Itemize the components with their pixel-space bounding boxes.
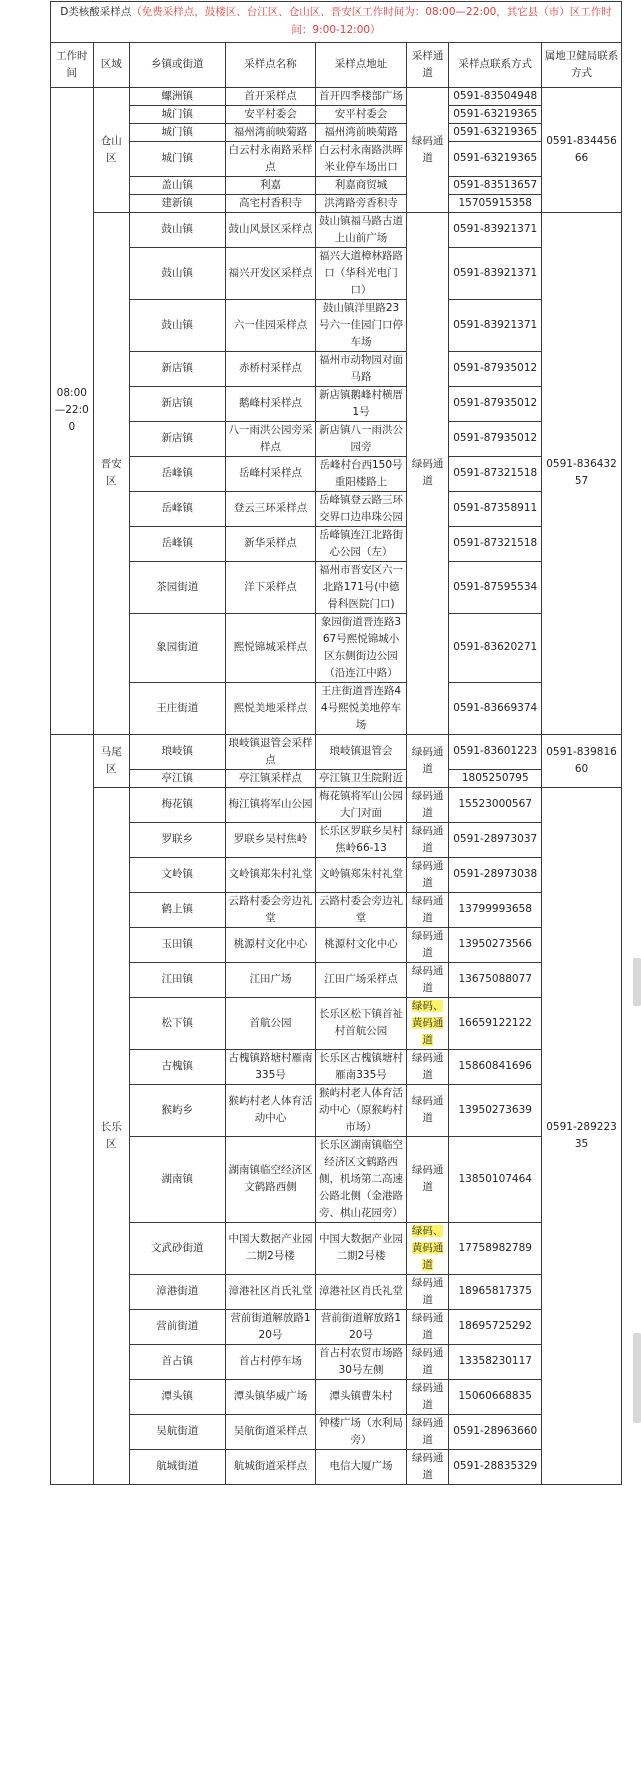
table-row xyxy=(51,1222,622,1274)
channel-cell xyxy=(406,1084,449,1136)
table-row xyxy=(51,822,622,857)
channel-label: 绿码通道 xyxy=(411,859,444,889)
town-cell: 玉田镇 xyxy=(129,927,225,962)
channel-label: 绿码通道 xyxy=(411,1381,444,1411)
site-contact-cell: 0591-83669374 xyxy=(449,682,542,734)
town-cell: 新店镇 xyxy=(129,421,225,456)
site-contact-cell: 0591-87321518 xyxy=(449,456,542,491)
channel-label: 绿码、黄码通道 xyxy=(411,999,444,1046)
town-cell: 亭江镇 xyxy=(129,769,225,787)
site-contact-cell: 13799993658 xyxy=(449,892,542,927)
site-contact-cell: 18965817375 xyxy=(449,1274,542,1309)
channel-cell: 绿码通道 xyxy=(406,87,449,212)
site-address-cell: 文岭镇郑朱村礼堂 xyxy=(316,857,407,892)
district-cell: 长乐区 xyxy=(93,787,129,1484)
town-cell: 文岭镇 xyxy=(129,857,225,892)
site-address-cell: 福兴大道樟林路路口（华科光电门口） xyxy=(316,247,407,299)
table-row xyxy=(51,561,622,613)
channel-cell xyxy=(406,1414,449,1449)
site-address-cell: 琅岐镇退管会 xyxy=(316,734,407,769)
site-address-cell: 新店镇鹅峰村横厝1号 xyxy=(316,386,407,421)
table-header-row xyxy=(51,42,622,87)
town-cell: 鹤上镇 xyxy=(129,892,225,927)
site-contact-cell: 0591-83921371 xyxy=(449,299,542,351)
site-address-cell: 福州市动物园对面马路 xyxy=(316,351,407,386)
table-row xyxy=(51,962,622,997)
channel-label: 绿码通道 xyxy=(411,1311,444,1341)
site-name-cell: 江田广场 xyxy=(225,962,316,997)
site-address-cell: 白云村永南路洪晖米业停车场出口 xyxy=(316,141,407,176)
site-name-cell: 熙悦锦城采样点 xyxy=(225,613,316,682)
channel-label: 绿码通道 xyxy=(411,1164,444,1194)
table-row xyxy=(51,123,622,141)
channel-cell xyxy=(406,892,449,927)
town-cell: 城门镇 xyxy=(129,105,225,123)
table-row xyxy=(51,1309,622,1344)
site-contact-cell: 13950273639 xyxy=(449,1084,542,1136)
site-contact-cell: 0591-83504948 xyxy=(449,87,542,105)
channel-cell xyxy=(406,1449,449,1484)
town-cell: 盖山镇 xyxy=(129,176,225,194)
site-address-cell: 福州市晋安区六一北路171号(中德骨科医院门口) xyxy=(316,561,407,613)
sampling-sites-table xyxy=(50,1,622,1485)
site-name-cell: 漳港社区肖氏礼堂 xyxy=(225,1274,316,1309)
site-contact-cell: 0591-87935012 xyxy=(449,386,542,421)
channel-label: 绿码通道 xyxy=(411,894,444,924)
district-cell: 晋安区 xyxy=(93,212,129,734)
town-cell: 鼓山镇 xyxy=(129,247,225,299)
channel-label: 绿码通道 xyxy=(411,1346,444,1376)
site-contact-cell: 15705915358 xyxy=(449,194,542,212)
scrollbar-thumb[interactable] xyxy=(633,1333,641,1423)
site-contact-cell: 0591-63219365 xyxy=(449,141,542,176)
site-name-cell: 云路村委会旁边礼堂 xyxy=(225,892,316,927)
site-address-cell: 电信大厦广场 xyxy=(316,1449,407,1484)
site-name-cell: 古槐镇路塘村雁南335号 xyxy=(225,1049,316,1084)
site-address-cell: 梅花镇将军山公园大门对面 xyxy=(316,787,407,822)
site-address-cell: 营前街道解放路120号 xyxy=(316,1309,407,1344)
site-name-cell: 首航公园 xyxy=(225,997,316,1049)
site-contact-cell: 18695725292 xyxy=(449,1309,542,1344)
town-cell: 螺洲镇 xyxy=(129,87,225,105)
site-contact-cell: 0591-87321518 xyxy=(449,526,542,561)
site-address-cell: 新店镇八一雨洪公园旁 xyxy=(316,421,407,456)
site-name-cell: 岳峰村采样点 xyxy=(225,456,316,491)
channel-label: 绿码、黄码通道 xyxy=(411,1224,444,1271)
channel-label: 绿码通道 xyxy=(411,1451,444,1481)
site-address-cell: 云路村委会旁边礼堂 xyxy=(316,892,407,927)
site-address-cell: 中国大数据产业园二期2号楼 xyxy=(316,1222,407,1274)
channel-cell xyxy=(406,1274,449,1309)
channel-label: 绿码通道 xyxy=(411,789,444,819)
town-cell: 鼓山镇 xyxy=(129,299,225,351)
table-row xyxy=(51,787,622,822)
header-site-address: 采样点地址 xyxy=(316,42,407,87)
table-row xyxy=(51,1344,622,1379)
site-name-cell: 首开采样点 xyxy=(225,87,316,105)
site-name-cell: 安平村委会 xyxy=(225,105,316,123)
site-contact-cell: 0591-83921371 xyxy=(449,247,542,299)
site-address-cell: 岳峰村台西150号重阳楼路上 xyxy=(316,456,407,491)
table-row xyxy=(51,194,622,212)
site-address-cell: 洪湾路旁香积寺 xyxy=(316,194,407,212)
town-cell: 鼓山镇 xyxy=(129,212,225,247)
bureau-phone-cell: 0591-83643257 xyxy=(542,212,622,734)
channel-cell xyxy=(406,1309,449,1344)
site-name-cell: 首占村停车场 xyxy=(225,1344,316,1379)
header-town: 乡镇或街道 xyxy=(129,42,225,87)
site-name-cell: 八一雨洪公园旁采样点 xyxy=(225,421,316,456)
district-cell: 仓山区 xyxy=(93,87,129,212)
site-contact-cell: 0591-63219365 xyxy=(449,105,542,123)
table-row xyxy=(51,299,622,351)
site-address-cell: 长乐区古槐镇塘村雁南335号 xyxy=(316,1049,407,1084)
site-contact-cell: 1805250795 xyxy=(449,769,542,787)
site-name-cell: 登云三环采样点 xyxy=(225,491,316,526)
site-contact-cell: 0591-87358911 xyxy=(449,491,542,526)
site-name-cell: 亭江镇采样点 xyxy=(225,769,316,787)
channel-cell xyxy=(406,1344,449,1379)
town-cell: 航城街道 xyxy=(129,1449,225,1484)
town-cell: 营前街道 xyxy=(129,1309,225,1344)
channel-label: 绿码通道 xyxy=(411,1095,444,1125)
table-row xyxy=(51,105,622,123)
site-name-cell: 鼓山风景区采样点 xyxy=(225,212,316,247)
site-name-cell: 罗联乡吴村焦岭 xyxy=(225,822,316,857)
town-cell: 吴航街道 xyxy=(129,1414,225,1449)
site-address-cell: 钟楼广场（水利局旁） xyxy=(316,1414,407,1449)
table-title-prefix: D类核酸采样点 xyxy=(60,6,132,18)
site-address-cell: 潭头镇曹朱村 xyxy=(316,1379,407,1414)
district-cell: 马尾区 xyxy=(93,734,129,787)
channel-cell xyxy=(406,1222,449,1274)
site-name-cell: 文岭镇郑朱村礼堂 xyxy=(225,857,316,892)
site-name-cell: 六一佳园采样点 xyxy=(225,299,316,351)
site-name-cell: 福兴开发区采样点 xyxy=(225,247,316,299)
site-address-cell: 桃源村文化中心 xyxy=(316,927,407,962)
table-title-note: （免费采样点，鼓楼区、台江区、仓山区、晋安区工作时间为：08:00—22:00，其它县（市）区工作时间：9:00-12:00） xyxy=(131,6,612,36)
site-name-cell: 琅岐镇退管会采样点 xyxy=(225,734,316,769)
site-address-cell: 长乐区松下镇首祉村首航公园 xyxy=(316,997,407,1049)
table-row xyxy=(51,1414,622,1449)
site-address-cell: 鼓山镇洋里路23号六一佳园门口停车场 xyxy=(316,299,407,351)
town-cell: 湖南镇 xyxy=(129,1136,225,1222)
town-cell: 王庄街道 xyxy=(129,682,225,734)
town-cell: 松下镇 xyxy=(129,997,225,1049)
table-row xyxy=(51,247,622,299)
site-contact-cell: 17758982789 xyxy=(449,1222,542,1274)
table-row xyxy=(51,212,622,247)
site-name-cell: 熙悦美地采样点 xyxy=(225,682,316,734)
table-row xyxy=(51,421,622,456)
site-contact-cell: 15860841696 xyxy=(449,1049,542,1084)
channel-label: 绿码通道 xyxy=(411,1051,444,1081)
table-row xyxy=(51,1049,622,1084)
site-contact-cell: 0591-83601223 xyxy=(449,734,542,769)
header-site-contact: 采样点联系方式 xyxy=(449,42,542,87)
channel-cell xyxy=(406,1049,449,1084)
site-contact-cell: 0591-83921371 xyxy=(449,212,542,247)
work-time-cell: 08:00—22:00 xyxy=(51,87,94,734)
town-cell: 城门镇 xyxy=(129,141,225,176)
channel-cell xyxy=(406,1379,449,1414)
table-row xyxy=(51,682,622,734)
site-address-cell: 鼓山镇福马路古道上山前广场 xyxy=(316,212,407,247)
site-name-cell: 桃源村文化中心 xyxy=(225,927,316,962)
site-name-cell: 梅江镇将军山公园 xyxy=(225,787,316,822)
site-address-cell: 安平村委会 xyxy=(316,105,407,123)
table-row xyxy=(51,1449,622,1484)
header-work-time: 工作时间 xyxy=(51,42,94,87)
channel-label: 绿码通道 xyxy=(411,1416,444,1446)
table-row xyxy=(51,997,622,1049)
bureau-phone-cell: 0591-28922335 xyxy=(542,787,622,1484)
site-contact-cell: 15523000567 xyxy=(449,787,542,822)
site-contact-cell: 0591-28973037 xyxy=(449,822,542,857)
town-cell: 漳港街道 xyxy=(129,1274,225,1309)
site-address-cell: 王庄街道晋连路44号熙悦美地停车场 xyxy=(316,682,407,734)
site-contact-cell: 13358230117 xyxy=(449,1344,542,1379)
site-contact-cell: 0591-87935012 xyxy=(449,351,542,386)
table-row xyxy=(51,1379,622,1414)
table-title-row xyxy=(51,2,622,43)
channel-label: 绿码通道 xyxy=(411,929,444,959)
town-cell: 罗联乡 xyxy=(129,822,225,857)
site-name-cell: 福州湾前映菊路 xyxy=(225,123,316,141)
site-contact-cell: 0591-87595534 xyxy=(449,561,542,613)
channel-label: 绿码通道 xyxy=(411,964,444,994)
site-contact-cell: 0591-87935012 xyxy=(449,421,542,456)
town-cell: 琅岐镇 xyxy=(129,734,225,769)
site-name-cell: 洋下采样点 xyxy=(225,561,316,613)
table-row xyxy=(51,141,622,176)
work-time-cell-empty xyxy=(51,734,94,1484)
town-cell: 茶园街道 xyxy=(129,561,225,613)
site-contact-cell: 13950273566 xyxy=(449,927,542,962)
site-address-cell: 福州湾前映菊路 xyxy=(316,123,407,141)
site-name-cell: 鹅峰村采样点 xyxy=(225,386,316,421)
scrollbar-thumb[interactable] xyxy=(633,958,641,1006)
table-row xyxy=(51,892,622,927)
channel-cell xyxy=(406,962,449,997)
channel-cell xyxy=(406,822,449,857)
table-title xyxy=(51,2,622,43)
town-cell: 城门镇 xyxy=(129,123,225,141)
table-row xyxy=(51,386,622,421)
site-address-cell: 利嘉商贸城 xyxy=(316,176,407,194)
table-row xyxy=(51,526,622,561)
table-row xyxy=(51,87,622,105)
site-name-cell: 中国大数据产业园二期2号楼 xyxy=(225,1222,316,1274)
site-address-cell: 长乐区湖南镇临空经济区文鹤路西侧，机场第二高速公路北侧（金港路旁、棋山花园旁） xyxy=(316,1136,407,1222)
site-contact-cell: 13675088077 xyxy=(449,962,542,997)
site-name-cell: 白云村永南路采样点 xyxy=(225,141,316,176)
bureau-phone-cell: 0591-83981660 xyxy=(542,734,622,787)
table-row xyxy=(51,1274,622,1309)
channel-cell: 绿码通道 xyxy=(406,734,449,787)
channel-cell xyxy=(406,997,449,1049)
town-cell: 建新镇 xyxy=(129,194,225,212)
site-name-cell: 猴屿村老人体育活动中心 xyxy=(225,1084,316,1136)
site-name-cell: 新华采样点 xyxy=(225,526,316,561)
header-health-bureau-contact: 属地卫健局联系方式 xyxy=(542,42,622,87)
table-row xyxy=(51,351,622,386)
table-row xyxy=(51,857,622,892)
site-name-cell: 高宅村香积寺 xyxy=(225,194,316,212)
site-address-cell: 象园街道晋连路367号熙悦锦城小区东侧街边公园（沿连江中路） xyxy=(316,613,407,682)
header-site-name: 采样点名称 xyxy=(225,42,316,87)
site-name-cell: 航城街道采样点 xyxy=(225,1449,316,1484)
town-cell: 江田镇 xyxy=(129,962,225,997)
channel-label: 绿码通道 xyxy=(411,824,444,854)
site-name-cell: 吴航街道采样点 xyxy=(225,1414,316,1449)
site-address-cell: 岳峰镇登云路三环交界口边串珠公园 xyxy=(316,491,407,526)
site-name-cell: 潭头镇华威广场 xyxy=(225,1379,316,1414)
site-address-cell: 岳峰镇连江北路街心公园（左） xyxy=(316,526,407,561)
channel-cell xyxy=(406,787,449,822)
site-contact-cell: 15060668835 xyxy=(449,1379,542,1414)
table-row xyxy=(51,1136,622,1222)
site-name-cell: 湖南镇临空经济区文鹤路西侧 xyxy=(225,1136,316,1222)
town-cell: 新店镇 xyxy=(129,351,225,386)
site-contact-cell: 0591-83513657 xyxy=(449,176,542,194)
site-address-cell: 漳港社区肖氏礼堂 xyxy=(316,1274,407,1309)
town-cell: 岳峰镇 xyxy=(129,491,225,526)
town-cell: 岳峰镇 xyxy=(129,526,225,561)
site-contact-cell: 0591-83620271 xyxy=(449,613,542,682)
table-row xyxy=(51,734,622,769)
town-cell: 首占镇 xyxy=(129,1344,225,1379)
town-cell: 象园街道 xyxy=(129,613,225,682)
site-address-cell: 首开四季楼部广场 xyxy=(316,87,407,105)
bureau-phone-cell: 0591-83445666 xyxy=(542,87,622,212)
site-address-cell: 长乐区罗联乡吴村焦岭66-13 xyxy=(316,822,407,857)
town-cell: 新店镇 xyxy=(129,386,225,421)
town-cell: 文武砂街道 xyxy=(129,1222,225,1274)
table-row xyxy=(51,769,622,787)
site-address-cell: 猴屿村老人体育活动中心（原猴屿村市场） xyxy=(316,1084,407,1136)
header-channel: 采样通道 xyxy=(406,42,449,87)
town-cell: 古槐镇 xyxy=(129,1049,225,1084)
table-row xyxy=(51,491,622,526)
site-address-cell: 首占村农贸市场路30号左侧 xyxy=(316,1344,407,1379)
site-address-cell: 江田广场采样点 xyxy=(316,962,407,997)
table-row xyxy=(51,176,622,194)
site-name-cell: 赤桥村采样点 xyxy=(225,351,316,386)
site-name-cell: 利嘉 xyxy=(225,176,316,194)
channel-cell xyxy=(406,927,449,962)
town-cell: 岳峰镇 xyxy=(129,456,225,491)
table-row xyxy=(51,1084,622,1136)
header-region: 区域 xyxy=(93,42,129,87)
table-row xyxy=(51,613,622,682)
town-cell: 潭头镇 xyxy=(129,1379,225,1414)
site-contact-cell: 16659122122 xyxy=(449,997,542,1049)
site-contact-cell: 0591-28835329 xyxy=(449,1449,542,1484)
site-contact-cell: 0591-63219365 xyxy=(449,123,542,141)
site-contact-cell: 0591-28973038 xyxy=(449,857,542,892)
channel-cell xyxy=(406,1136,449,1222)
town-cell: 梅花镇 xyxy=(129,787,225,822)
site-name-cell: 营前街道解放路120号 xyxy=(225,1309,316,1344)
channel-cell: 绿码通道 xyxy=(406,212,449,734)
site-contact-cell: 13850107464 xyxy=(449,1136,542,1222)
site-address-cell: 亭江镇卫生院附近 xyxy=(316,769,407,787)
table-row xyxy=(51,456,622,491)
table-row xyxy=(51,927,622,962)
channel-label: 绿码通道 xyxy=(411,1276,444,1306)
town-cell: 猴屿乡 xyxy=(129,1084,225,1136)
site-contact-cell: 0591-28963660 xyxy=(449,1414,542,1449)
channel-cell xyxy=(406,857,449,892)
